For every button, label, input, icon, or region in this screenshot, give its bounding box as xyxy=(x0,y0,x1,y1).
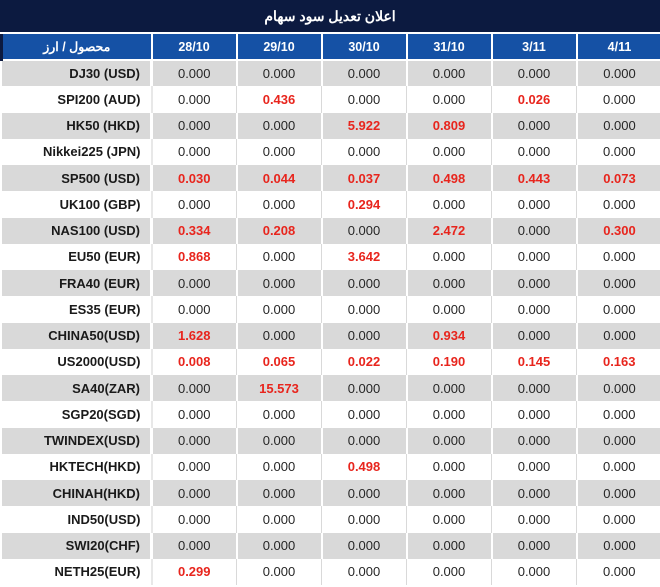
value-cell: 0.000 xyxy=(237,559,322,585)
product-currency-header: محصول / ارز xyxy=(2,34,152,60)
value-cell: 0.000 xyxy=(577,270,660,296)
value-cell: 0.300 xyxy=(577,218,660,244)
table-row xyxy=(2,480,660,506)
value-cell: 0.000 xyxy=(237,139,322,165)
value-cell: 0.000 xyxy=(322,559,407,585)
value-cell: 0.000 xyxy=(407,244,492,270)
value-cell: 0.000 xyxy=(322,401,407,427)
value-cell: 0.000 xyxy=(322,60,407,86)
instrument-label: IND50(USD) xyxy=(2,506,152,532)
value-cell: 0.000 xyxy=(492,323,577,349)
value-cell: 0.000 xyxy=(152,533,237,559)
table-row xyxy=(2,139,660,165)
value-cell: 0.000 xyxy=(237,270,322,296)
value-cell: 0.000 xyxy=(407,559,492,585)
value-cell: 0.000 xyxy=(407,480,492,506)
value-cell: 0.000 xyxy=(492,506,577,532)
dividend-adjustment-table xyxy=(0,34,660,585)
table-header-row xyxy=(2,34,660,60)
value-cell: 0.000 xyxy=(492,559,577,585)
value-cell: 0.000 xyxy=(152,428,237,454)
value-cell: 0.000 xyxy=(322,270,407,296)
value-cell: 0.000 xyxy=(407,60,492,86)
value-cell: 0.000 xyxy=(322,375,407,401)
value-cell: 0.000 xyxy=(407,454,492,480)
value-cell: 0.000 xyxy=(152,375,237,401)
value-cell: 0.163 xyxy=(577,349,660,375)
value-cell: 0.000 xyxy=(492,375,577,401)
instrument-label: SWI20(CHF) xyxy=(2,533,152,559)
value-cell: 0.000 xyxy=(237,296,322,322)
instrument-label: EU50 (EUR) xyxy=(2,244,152,270)
table-row xyxy=(2,401,660,427)
instrument-label: SPI200 (AUD) xyxy=(2,86,152,112)
value-cell: 0.000 xyxy=(237,191,322,217)
value-cell: 0.000 xyxy=(152,401,237,427)
value-cell: 0.190 xyxy=(407,349,492,375)
value-cell: 15.573 xyxy=(237,375,322,401)
value-cell: 0.000 xyxy=(152,506,237,532)
value-cell: 0.000 xyxy=(152,191,237,217)
value-cell: 0.000 xyxy=(577,139,660,165)
value-cell: 0.000 xyxy=(237,323,322,349)
value-cell: 0.000 xyxy=(577,113,660,139)
value-cell: 0.000 xyxy=(152,480,237,506)
value-cell: 0.000 xyxy=(577,323,660,349)
value-cell: 2.472 xyxy=(407,218,492,244)
value-cell: 0.000 xyxy=(322,428,407,454)
value-cell: 0.065 xyxy=(237,349,322,375)
value-cell: 0.000 xyxy=(492,191,577,217)
instrument-label: US2000(USD) xyxy=(2,349,152,375)
date-column-header: 28/10 xyxy=(152,34,237,60)
value-cell: 0.000 xyxy=(492,296,577,322)
value-cell: 0.000 xyxy=(577,60,660,86)
value-cell: 0.208 xyxy=(237,218,322,244)
value-cell: 0.000 xyxy=(237,533,322,559)
value-cell: 0.000 xyxy=(152,296,237,322)
value-cell: 0.000 xyxy=(577,375,660,401)
value-cell: 3.642 xyxy=(322,244,407,270)
value-cell: 0.000 xyxy=(322,86,407,112)
table-row xyxy=(2,323,660,349)
value-cell: 0.000 xyxy=(322,218,407,244)
instrument-label: CHINAH(HKD) xyxy=(2,480,152,506)
table-row xyxy=(2,296,660,322)
instrument-label: SP500 (USD) xyxy=(2,165,152,191)
value-cell: 0.073 xyxy=(577,165,660,191)
value-cell: 0.000 xyxy=(407,191,492,217)
value-cell: 0.000 xyxy=(322,296,407,322)
value-cell: 0.000 xyxy=(577,506,660,532)
table-header xyxy=(2,34,660,60)
value-cell: 0.000 xyxy=(322,480,407,506)
table-row xyxy=(2,270,660,296)
instrument-label: TWINDEX(USD) xyxy=(2,428,152,454)
value-cell: 0.000 xyxy=(577,428,660,454)
value-cell: 0.498 xyxy=(322,454,407,480)
value-cell: 0.000 xyxy=(577,533,660,559)
value-cell: 0.000 xyxy=(407,375,492,401)
value-cell: 0.000 xyxy=(577,296,660,322)
date-column-header: 31/10 xyxy=(407,34,492,60)
value-cell: 0.294 xyxy=(322,191,407,217)
value-cell: 0.498 xyxy=(407,165,492,191)
value-cell: 0.030 xyxy=(152,165,237,191)
value-cell: 0.000 xyxy=(492,454,577,480)
value-cell: 0.000 xyxy=(152,139,237,165)
value-cell: 0.000 xyxy=(407,428,492,454)
value-cell: 0.008 xyxy=(152,349,237,375)
value-cell: 0.000 xyxy=(237,506,322,532)
value-cell: 0.000 xyxy=(152,86,237,112)
value-cell: 0.299 xyxy=(152,559,237,585)
value-cell: 0.000 xyxy=(492,139,577,165)
value-cell: 0.443 xyxy=(492,165,577,191)
date-column-header: 30/10 xyxy=(322,34,407,60)
value-cell: 0.000 xyxy=(577,86,660,112)
table-row xyxy=(2,533,660,559)
table-row xyxy=(2,454,660,480)
value-cell: 0.000 xyxy=(492,244,577,270)
instrument-label: HKTECH(HKD) xyxy=(2,454,152,480)
value-cell: 0.000 xyxy=(492,113,577,139)
value-cell: 0.000 xyxy=(407,296,492,322)
value-cell: 0.000 xyxy=(237,454,322,480)
value-cell: 0.000 xyxy=(407,401,492,427)
value-cell: 0.000 xyxy=(577,191,660,217)
value-cell: 5.922 xyxy=(322,113,407,139)
table-row xyxy=(2,218,660,244)
value-cell: 0.000 xyxy=(492,60,577,86)
value-cell: 0.000 xyxy=(237,244,322,270)
value-cell: 0.000 xyxy=(577,401,660,427)
value-cell: 0.000 xyxy=(492,401,577,427)
value-cell: 0.000 xyxy=(492,428,577,454)
value-cell: 0.000 xyxy=(322,323,407,349)
value-cell: 0.809 xyxy=(407,113,492,139)
value-cell: 0.868 xyxy=(152,244,237,270)
value-cell: 0.000 xyxy=(577,244,660,270)
value-cell: 0.000 xyxy=(237,480,322,506)
table-row xyxy=(2,375,660,401)
value-cell: 0.037 xyxy=(322,165,407,191)
date-column-header: 4/11 xyxy=(577,34,660,60)
instrument-label: Nikkei225 (JPN) xyxy=(2,139,152,165)
value-cell: 0.000 xyxy=(577,559,660,585)
date-column-header: 29/10 xyxy=(237,34,322,60)
instrument-label: SA40(ZAR) xyxy=(2,375,152,401)
date-column-header: 3/11 xyxy=(492,34,577,60)
value-cell: 0.934 xyxy=(407,323,492,349)
value-cell: 0.145 xyxy=(492,349,577,375)
instrument-label: HK50 (HKD) xyxy=(2,113,152,139)
page-title: اعلان تعديل سود سهام xyxy=(0,0,660,34)
table-row xyxy=(2,113,660,139)
instrument-label: CHINA50(USD) xyxy=(2,323,152,349)
value-cell: 0.000 xyxy=(577,454,660,480)
value-cell: 0.000 xyxy=(152,113,237,139)
table-body xyxy=(2,60,660,585)
table-row xyxy=(2,244,660,270)
value-cell: 0.000 xyxy=(407,139,492,165)
value-cell: 0.000 xyxy=(152,454,237,480)
value-cell: 0.000 xyxy=(492,480,577,506)
instrument-label: DJ30 (USD) xyxy=(2,60,152,86)
value-cell: 0.000 xyxy=(237,401,322,427)
instrument-label: UK100 (GBP) xyxy=(2,191,152,217)
table-row xyxy=(2,559,660,585)
table-row xyxy=(2,60,660,86)
value-cell: 0.000 xyxy=(237,113,322,139)
value-cell: 0.000 xyxy=(407,506,492,532)
table-row xyxy=(2,86,660,112)
table-row xyxy=(2,428,660,454)
value-cell: 0.000 xyxy=(237,428,322,454)
table-row xyxy=(2,165,660,191)
table-row xyxy=(2,506,660,532)
value-cell: 0.022 xyxy=(322,349,407,375)
value-cell: 0.000 xyxy=(407,270,492,296)
value-cell: 0.334 xyxy=(152,218,237,244)
value-cell: 0.000 xyxy=(322,506,407,532)
instrument-label: NAS100 (USD) xyxy=(2,218,152,244)
instrument-label: SGP20(SGD) xyxy=(2,401,152,427)
value-cell: 0.000 xyxy=(322,533,407,559)
instrument-label: ES35 (EUR) xyxy=(2,296,152,322)
value-cell: 0.000 xyxy=(492,218,577,244)
value-cell: 1.628 xyxy=(152,323,237,349)
value-cell: 0.000 xyxy=(322,139,407,165)
instrument-label: NETH25(EUR) xyxy=(2,559,152,585)
value-cell: 0.000 xyxy=(407,86,492,112)
value-cell: 0.000 xyxy=(492,270,577,296)
value-cell: 0.000 xyxy=(152,60,237,86)
value-cell: 0.436 xyxy=(237,86,322,112)
value-cell: 0.000 xyxy=(237,60,322,86)
value-cell: 0.000 xyxy=(407,533,492,559)
value-cell: 0.000 xyxy=(152,270,237,296)
value-cell: 0.026 xyxy=(492,86,577,112)
value-cell: 0.044 xyxy=(237,165,322,191)
instrument-label: FRA40 (EUR) xyxy=(2,270,152,296)
value-cell: 0.000 xyxy=(577,480,660,506)
table-row xyxy=(2,349,660,375)
value-cell: 0.000 xyxy=(492,533,577,559)
table-row xyxy=(2,191,660,217)
